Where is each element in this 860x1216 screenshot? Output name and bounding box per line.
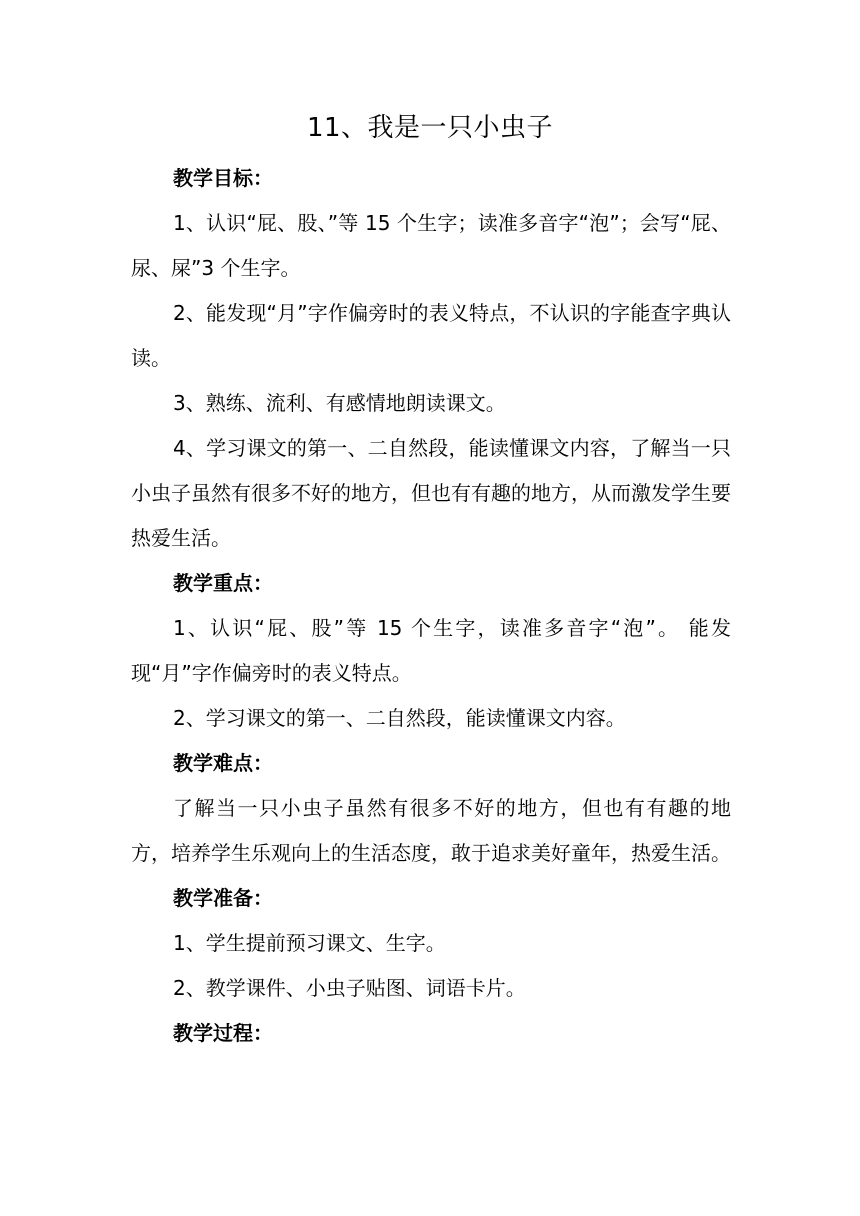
objective-paragraph-4: 4、学习课文的第一、二自然段，能读懂课文内容，了解当一只小虫子虽然有很多不好的地方，但也有有趣的地方，从而激发学生要热爱生活。 bbox=[131, 436, 731, 550]
section-heading-key-points: 教学重点： bbox=[173, 571, 273, 595]
objective-paragraph-2: 2、能发现“月”字作偏旁时的表义特点，不认识的字能查字典认读。 bbox=[131, 301, 731, 370]
section-heading-process: 教学过程： bbox=[173, 1021, 273, 1045]
document-title: 11、我是一只小虫子 bbox=[306, 113, 554, 143]
key-point-paragraph-2: 2、学习课文的第一、二自然段，能读懂课文内容。 bbox=[173, 706, 626, 730]
section-heading-preparation: 教学准备： bbox=[173, 886, 273, 910]
section-heading-difficulties: 教学难点： bbox=[173, 751, 273, 775]
preparation-paragraph-1: 1、学生提前预习课文、生字。 bbox=[173, 931, 446, 955]
objective-paragraph-1: 1、认识“屁、股、”等 15 个生字；读准多音字“泡”；会写“屁、尿、屎”3 个生字。 bbox=[131, 211, 731, 280]
section-heading-objectives: 教学目标： bbox=[173, 166, 273, 190]
key-point-paragraph-1: 1、认识“屁、股”等 15 个生字，读准多音字“泡”。 能发现“月”字作偏旁时的表义特点。 bbox=[131, 616, 731, 685]
preparation-paragraph-2: 2、教学课件、小虫子贴图、词语卡片。 bbox=[173, 976, 526, 1000]
difficulty-paragraph-1: 了解当一只小虫子虽然有很多不好的地方，但也有有趣的地方，培养学生乐观向上的生活态度，敢于追求美好童年，热爱生活。 bbox=[131, 796, 731, 865]
document-body bbox=[131, 156, 731, 1056]
objective-paragraph-3: 3、熟练、流利、有感情地朗读课文。 bbox=[173, 391, 506, 415]
